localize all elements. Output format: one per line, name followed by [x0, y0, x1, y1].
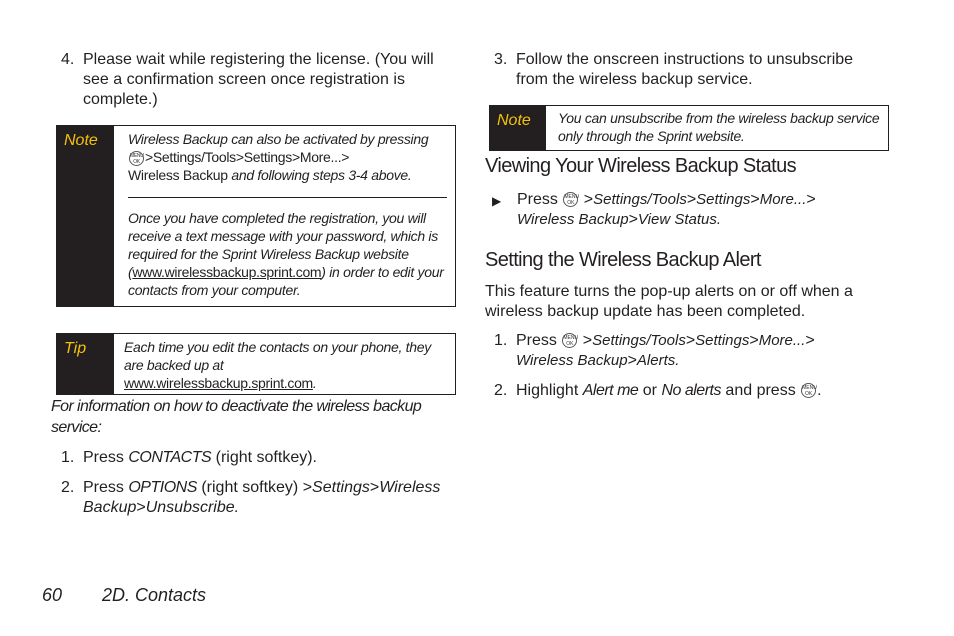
note-callout-unsubscribe: Note You can unsubscribe from the wireless backup service only through the Sprint website. — [489, 105, 889, 151]
tip-body: Each time you edit the contacts on your phone, they are backed up at www.wirelessbackup.sprint.com. — [124, 339, 431, 391]
note-callout-activation — [56, 125, 456, 307]
alert-step-1: 1. Press MENU OK >Settings/Tools>Settings>More...> Wireless Backup>Alerts. — [494, 332, 815, 369]
viewing-bullet-step: ▶ Press MENU OK >Settings/Tools>Settings>More...> Wireless Backup>View Status. — [492, 191, 816, 228]
heading-viewing-status: Viewing Your Wireless Backup Status — [485, 155, 797, 177]
note-divider — [128, 197, 447, 198]
menu-ok-key-icon: MENU OK — [564, 194, 580, 207]
deactivate-intro: For information on how to deactivate the wireless backup service: — [51, 398, 422, 436]
alert-step-2: 2. Highlight Alert me or No alerts and press MENU OK . — [494, 382, 822, 399]
tip-website-link[interactable]: www.wirelessbackup.sprint.com — [124, 375, 313, 391]
deactivate-step-1: 1. Press CONTACTS (right softkey). — [61, 449, 317, 466]
step-4-number: 4. — [61, 51, 75, 68]
right-triangle-bullet-icon: ▶ — [492, 194, 502, 208]
tip-callout — [56, 333, 456, 395]
note-paragraph-2: Once you have completed the registration, you will receive a text message with your password, which is required for the Sprint Wireless Backup website (www.wirelessbackup.sprint.com) in order to edit your contacts from your computer. — [128, 210, 444, 298]
tip-label: Tip — [57, 334, 114, 394]
note-body — [114, 126, 455, 306]
heading-backup-alert: Setting the Wireless Backup Alert — [485, 249, 761, 271]
step-4 — [61, 50, 451, 110]
section-name: 2D. Contacts — [102, 585, 207, 605]
note-label-unsubscribe: Note — [490, 106, 546, 150]
step-3: 3. Follow the onscreen instructions to unsubscribe from the wireless backup service. — [494, 51, 854, 88]
deactivate-step-2: 2. Press OPTIONS (right softkey) >Settings>Wireless Backup>Unsubscribe. — [61, 479, 441, 516]
menu-ok-key-icon: MENU OK — [802, 385, 817, 398]
note-paragraph-1: Wireless Backup can also be activated by pressing MENU OK >Settings/Tools>Settings>More...> Wireless Backup and following steps 3-4 above. — [128, 131, 429, 183]
page-number: 60 — [42, 585, 63, 605]
menu-ok-key-icon: MENU OK — [563, 335, 579, 348]
step-4-text: Please wait while registering the license. (You will see a confirmation screen once registration is complete.) — [83, 51, 434, 108]
menu-ok-key-icon: MENU OK — [130, 152, 144, 165]
website-link[interactable]: www.wirelessbackup.sprint.com — [132, 264, 322, 280]
alert-intro: This feature turns the pop-up alerts on or off when a wireless backup update has been completed. — [485, 283, 853, 320]
note-label: Note — [57, 126, 114, 306]
